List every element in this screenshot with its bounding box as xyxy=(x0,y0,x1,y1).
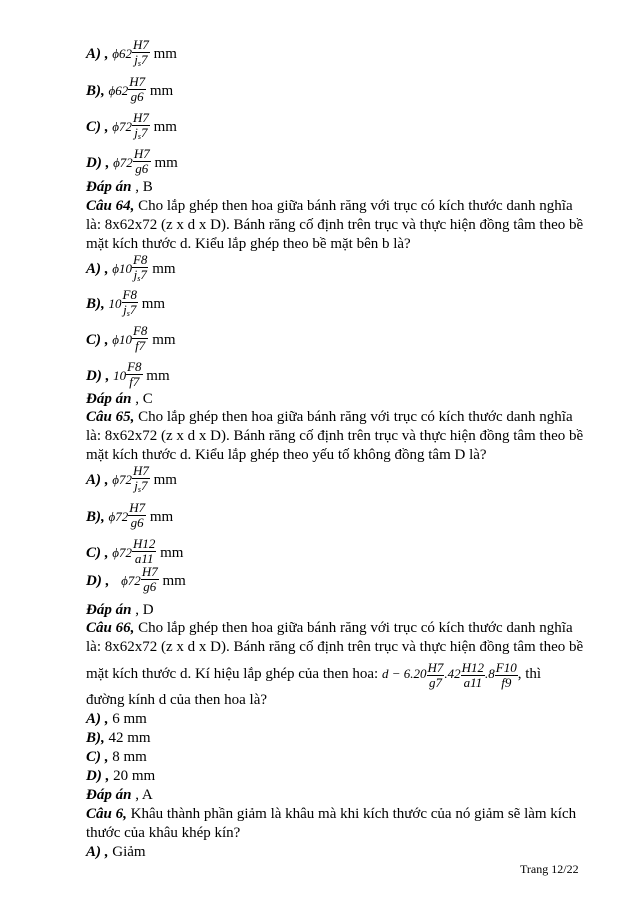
option-d xyxy=(86,767,155,786)
option-label: D) , xyxy=(86,367,110,384)
unit: mm xyxy=(162,572,186,589)
fit-numerator: H7 xyxy=(129,500,146,515)
option-label: C) , xyxy=(86,118,109,135)
fit-denominator: f7 xyxy=(135,338,146,353)
fit-fraction xyxy=(122,288,138,321)
option-label: C) , xyxy=(86,544,109,561)
fit-fraction xyxy=(132,324,148,357)
fit-denominator: g6 xyxy=(143,579,157,594)
dimension: ϕ62 xyxy=(108,82,129,98)
option-label: B), xyxy=(86,295,105,312)
dimension: ϕ10 xyxy=(112,331,132,347)
fit-fraction: $\frac{F10}{f9}$ xyxy=(495,659,517,690)
dimension: ϕ72 xyxy=(108,508,129,524)
option-label: B), xyxy=(86,730,105,746)
option-label: A) , xyxy=(86,471,109,488)
question-65 xyxy=(86,408,586,465)
option-text: 8 mm xyxy=(108,749,147,765)
question-text: mặt kích thước d. Kí hiệu lắp ghép của then hoa: xyxy=(86,666,379,682)
fit-fraction xyxy=(133,147,151,180)
dimension: 10 xyxy=(108,295,122,311)
dimension: ϕ72 xyxy=(112,544,132,560)
fit-denominator: g6 xyxy=(130,515,144,530)
dimension: ϕ72 xyxy=(112,471,132,487)
option-b xyxy=(86,75,173,108)
dimension: ϕ10 xyxy=(112,260,132,276)
answer-label: Đáp án xyxy=(86,179,132,195)
option-c xyxy=(86,748,147,767)
answer-label: Đáp án xyxy=(86,602,132,618)
question-label: Câu 66, xyxy=(86,620,135,636)
question-text: Cho lắp ghép then hoa giữa bánh răng với trục có kích thước danh nghĩa là: 8x62x72 (z x d x D). Bánh răng cố định trên trục và thực hiện đồng tâm theo bề mặt kích thước d. Kiểu lắp ghép theo yếu tố không đồng tâm D là? xyxy=(86,409,584,463)
unit: mm xyxy=(153,471,177,488)
question-label: Câu 6, xyxy=(86,806,127,822)
question-6-line-1 xyxy=(86,805,576,824)
fit-numerator: F8 xyxy=(132,252,148,267)
option-c xyxy=(86,111,177,144)
fit-denominator: $j_s7$ xyxy=(134,478,148,494)
answer-line xyxy=(86,178,153,197)
question-label: Câu 64, xyxy=(86,198,135,214)
option-b xyxy=(86,501,173,534)
fit-fraction xyxy=(132,111,150,144)
unit: mm xyxy=(149,508,174,525)
fit-fraction xyxy=(128,75,146,108)
fit-denominator: $j_s7$ xyxy=(133,267,147,283)
option-label: A) , xyxy=(86,711,109,727)
unit: mm xyxy=(153,118,177,135)
option-label: D) , xyxy=(86,154,110,171)
fit-denominator: g6 xyxy=(130,89,144,104)
option-label: C) , xyxy=(86,331,109,348)
dimension: ϕ72 xyxy=(121,572,141,588)
fit-numerator: F8 xyxy=(132,323,148,338)
fit-fraction xyxy=(132,464,150,497)
option-a xyxy=(86,38,177,71)
question-66-line-3 xyxy=(86,657,541,691)
answer-value: , D xyxy=(135,602,154,618)
fit-fraction xyxy=(132,253,148,286)
answer-label: Đáp án xyxy=(86,787,132,803)
option-label: A) , xyxy=(86,844,109,860)
fit-numerator: H7 xyxy=(132,37,149,52)
option-a xyxy=(86,710,147,729)
option-b xyxy=(86,288,165,321)
question-text: , thì xyxy=(517,666,542,682)
fit-numerator: F8 xyxy=(122,287,137,302)
option-label: B), xyxy=(86,508,105,525)
question-66-line-2: là: 8x62x72 (z x d x D). Bánh răng cố định trên trục và thực hiện đồng tâm theo bề xyxy=(86,639,584,655)
question-66-line-1 xyxy=(86,619,573,638)
fit-denominator: $j_s7$ xyxy=(134,52,148,68)
fit-numerator: H12 xyxy=(132,536,156,551)
fit-fraction: $\frac{H12}{a11}$ xyxy=(461,659,485,690)
fit-fraction xyxy=(128,501,146,534)
page-number: Trang 12/22 xyxy=(520,862,579,876)
answer-value: , B xyxy=(135,179,153,195)
option-text: 6 mm xyxy=(108,711,147,727)
answer-value: , C xyxy=(135,391,153,407)
fit-numerator: H7 xyxy=(132,110,149,125)
fit-denominator: f7 xyxy=(129,374,140,389)
option-label: B), xyxy=(86,82,105,99)
answer-line xyxy=(86,786,153,805)
dimension: ϕ72 xyxy=(113,154,133,170)
question-label: Câu 65, xyxy=(86,409,135,425)
fit-fraction: $\frac{H7}{g7}$ xyxy=(427,659,444,690)
option-text: 42 mm xyxy=(104,730,151,746)
fit-numerator: H7 xyxy=(132,463,149,478)
unit: mm xyxy=(152,331,176,348)
fit-denominator: g6 xyxy=(135,161,149,176)
question-text: Khâu thành phần giảm là khâu mà khi kích thước của nó giảm sẽ làm kích xyxy=(126,806,577,822)
fit-fraction xyxy=(126,360,142,393)
option-text: Giảm xyxy=(108,844,146,860)
option-label: A) , xyxy=(86,260,109,277)
fit-fraction xyxy=(132,38,150,71)
question-text: Cho lắp ghép then hoa giữa bánh răng với trục có kích thước danh nghĩa xyxy=(134,620,573,636)
answer-line xyxy=(86,390,153,409)
dimension: 10 xyxy=(113,367,127,383)
option-a xyxy=(86,464,177,497)
unit: mm xyxy=(154,154,178,171)
answer-line xyxy=(86,601,154,620)
unit: mm xyxy=(146,367,170,384)
option-label: C) , xyxy=(86,749,109,765)
question-6-line-2: thước của khâu khép kín? xyxy=(86,825,241,841)
unit: mm xyxy=(153,45,177,62)
option-text: 20 mm xyxy=(109,768,156,784)
dimension: ϕ72 xyxy=(112,118,132,134)
unit: mm xyxy=(141,295,166,312)
option-label: D) , xyxy=(86,768,110,784)
spline-formula: d − 6.20 $\frac{H7}{g7}$ .42 $\frac{H12}{a11}$ .8 $\frac{F10}{f9}$ xyxy=(381,659,517,690)
question-text: Cho lắp ghép then hoa giữa bánh răng với trục có kích thước danh nghĩa là: 8x62x72 (z x d x D). Bánh răng cố định trên trục và thực hiện đồng tâm theo bề mặt kích thước d. Kiểu lắp ghép theo bề mặt bên b là? xyxy=(86,198,584,252)
fit-numerator: H7 xyxy=(141,564,158,579)
fit-numerator: F8 xyxy=(127,359,142,374)
option-label: D) , xyxy=(86,572,110,589)
option-a xyxy=(86,843,146,862)
option-d xyxy=(86,360,170,393)
fit-numerator: H7 xyxy=(133,146,150,161)
question-66-line-4: đường kính d của then hoa là? xyxy=(86,692,268,708)
option-c xyxy=(86,324,176,357)
fit-denominator: $j_s7$ xyxy=(123,302,137,318)
option-a xyxy=(86,253,176,286)
fit-denominator: $j_s7$ xyxy=(134,125,148,141)
option-d xyxy=(86,565,186,598)
option-label: A) , xyxy=(86,45,109,62)
answer-value: , A xyxy=(135,787,153,803)
option-d xyxy=(86,147,178,180)
question-64 xyxy=(86,197,586,254)
option-b xyxy=(86,729,151,748)
unit: mm xyxy=(152,260,176,277)
fit-numerator: H7 xyxy=(129,74,146,89)
fit-fraction xyxy=(141,565,159,598)
unit: mm xyxy=(160,544,184,561)
dimension: ϕ62 xyxy=(112,45,132,61)
unit: mm xyxy=(149,82,174,99)
answer-label: Đáp án xyxy=(86,391,132,407)
fit-denominator: a11 xyxy=(134,551,154,566)
